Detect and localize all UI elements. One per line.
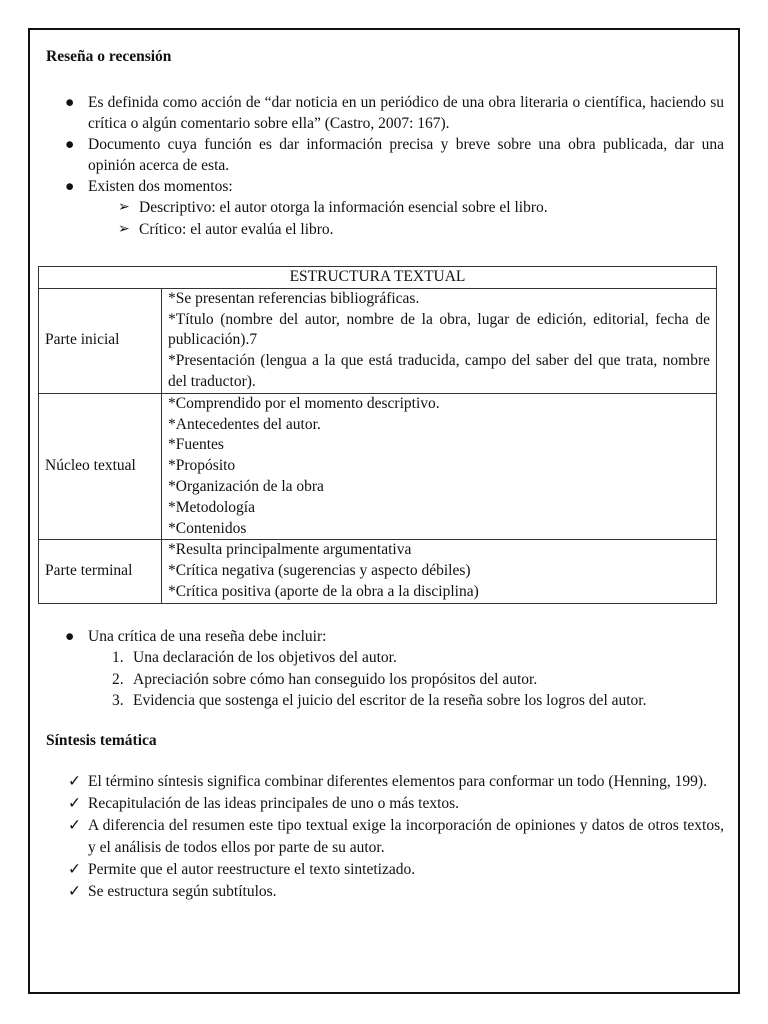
checkmark-icon: ✓ [68,773,81,790]
row-line: *Contenidos [168,519,247,537]
row-label: Parte terminal [39,540,162,603]
table-row [39,540,717,603]
list-item [46,176,724,241]
list-item [46,197,724,219]
list-item [46,92,724,134]
sintesis-check-list [46,771,724,903]
list-item [46,771,724,793]
table-row [39,288,717,393]
section-title-resena: Reseña o recensión [46,48,172,65]
row-line: *Antecedentes del autor. [168,415,321,433]
checkmark-icon: ✓ [68,795,81,812]
table-row [39,393,717,540]
item-text: Evidencia que sostenga el juicio del escritor de la reseña sobre los logros del autor. [133,692,647,709]
bullet-text: Existen dos momentos: [88,178,233,195]
bullet-text: Documento cuya función es dar información precisa y breve sobre una obra publicada, dar una opinión acerca de esta. [88,136,724,174]
row-line: *Título (nombre del autor, nombre de la obra, lugar de edición, editorial, fecha de publicación).7 [168,310,710,349]
row-content [162,393,717,540]
row-line: *Organización de la obra [168,477,324,495]
momentos-list [46,197,724,241]
row-line: *Crítica negativa (sugerencias y aspecto débiles) [168,562,471,580]
list-item [46,690,724,712]
list-item [46,793,724,815]
critica-bullet-list [46,626,724,712]
critica-numbered-list [46,647,724,712]
list-item [46,219,724,241]
item-text: Apreciación sobre cómo han conseguido los propósitos del autor. [133,670,538,688]
item-number: 2. [112,670,124,688]
check-text: Permite que el autor reestructure el texto sintetizado. [88,861,416,878]
list-item [46,626,724,712]
momento-text: Descriptivo: el autor otorga la información esencial sobre el libro. [139,199,548,216]
check-text: Se estructura según subtítulos. [88,883,277,900]
list-item [46,134,724,176]
bullet-icon: ● [65,136,75,153]
list-item [46,669,724,691]
row-line: *Se presentan referencias bibliográficas. [168,289,420,307]
row-line: *Comprendido por el momento descriptivo. [168,394,440,412]
estructura-textual-table [38,266,717,604]
row-content [162,288,717,393]
list-item [46,859,724,881]
bullet-icon: ● [65,628,75,645]
table-header: ESTRUCTURA TEXTUAL [39,267,717,289]
arrow-bullet-icon: ➢ [118,200,130,215]
item-text: Una declaración de los objetivos del autor. [133,649,397,666]
momento-text: Crítico: el autor evalúa el libro. [139,221,334,238]
row-line: *Crítica positiva (aporte de la obra a la disciplina) [168,582,479,600]
item-number: 3. [112,692,124,709]
row-line: *Metodología [168,498,255,516]
arrow-bullet-icon: ➢ [118,222,130,237]
resena-bullet-list [46,92,724,241]
bullet-text: Una crítica de una reseña debe incluir: [88,628,327,645]
section-title-sintesis: Síntesis temática [46,732,157,749]
list-item [46,647,724,669]
check-text: El término síntesis significa combinar diferentes elementos para conformar un todo (Henning, 199). [88,773,707,790]
row-label: Núcleo textual [39,393,162,540]
bullet-icon: ● [65,178,75,195]
row-label: Parte inicial [39,288,162,393]
row-content [162,540,717,603]
list-item [46,815,724,859]
bullet-icon: ● [65,94,75,111]
row-line: *Presentación (lengua a la que está traducida, campo del saber del que trata, nombre del traductor). [168,352,710,390]
check-text: Recapitulación de las ideas principales de uno o más textos. [88,795,460,812]
checkmark-icon: ✓ [68,817,81,834]
row-line: *Fuentes [168,436,224,454]
bullet-text: Es definida como acción de “dar noticia en un periódico de una obra literaria o científica, haciendo su crítica o algún comentario sobre ella” (Castro, 2007: 167). [88,94,724,132]
row-line: *Resulta principalmente argumentativa [168,541,412,559]
checkmark-icon: ✓ [68,861,81,878]
row-line: *Propósito [168,457,236,475]
checkmark-icon: ✓ [68,883,81,900]
item-number: 1. [112,649,124,666]
check-text: A diferencia del resumen este tipo textual exige la incorporación de opiniones y datos de otros textos, y el análisis de todos ellos por parte de su autor. [88,817,724,856]
list-item [46,881,724,903]
